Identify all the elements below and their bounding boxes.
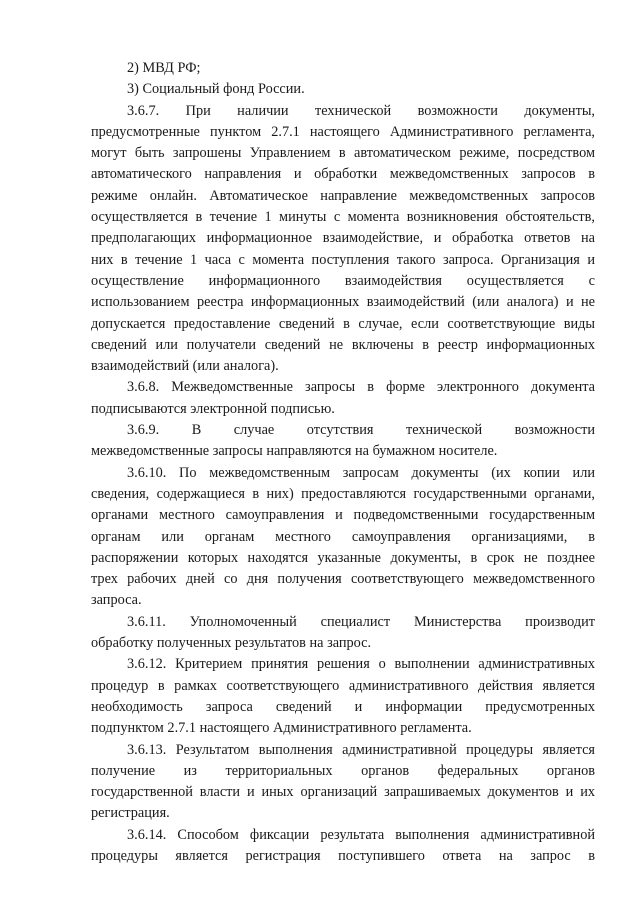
text-line: процедур в рамках соответствующего административного действия является [91,677,595,694]
text-line: 3.6.12. Критерием принятия решения о выполнении административных [127,656,595,673]
text-line: 3.6.10. По межведомственным запросам документы (их копии или [127,464,595,481]
text-line: 3.6.11. Уполномоченный специалист Министерства производит [127,613,595,630]
text-line: 3) Социальный фонд России. [127,81,305,98]
text-line: осуществление информационного взаимодействия осуществляется с [91,272,595,289]
text-line: 3.6.7. При наличии технической возможности документы, [127,102,595,119]
text-line: межведомственные запросы направляются на бумажном носителе. [91,443,498,460]
text-line: государственной власти и иных организаций запрашиваемых документов и их [91,784,595,801]
text-line: получение из территориальных органов федеральных органов [91,762,595,779]
text-line: 2) МВД РФ; [127,60,201,76]
text-line: 3.6.13. Результатом выполнения административной процедуры является [127,741,595,758]
text-line: использованием реестра информационных взаимодействий (или аналога) и не [91,294,595,311]
text-line: взаимодействий (или аналога). [91,358,279,375]
text-line: 3.6.9. В случае отсутствия технической возможности [127,422,595,439]
text-line: 3.6.8. Межведомственные запросы в форме электронного документа [127,379,595,396]
text-line: предполагающих информационное взаимодействие, и обработка ответов на [91,230,595,247]
text-line: органами местного самоуправления и подведомственными государственным [91,507,595,524]
text-line: трех рабочих дней со дня получения соответствующего межведомственного [91,571,595,588]
text-line: процедуры является регистрация поступившего ответа на запрос в [91,847,595,864]
text-line: необходимость запроса сведений и информации предусмотренных [91,698,595,715]
text-line: могут быть запрошены Управлением в автоматическом режиме, посредством [91,145,595,162]
text-line: распоряжении которых находятся указанные документы, в срок не позднее [91,549,595,566]
text-line: допускается предоставление сведений в случае, если соответствующие виды [91,315,595,332]
text-line: регистрация. [91,805,170,822]
text-line: подпунктом 2.7.1 настоящего Административного регламента. [91,720,472,737]
text-line: сведений или получатели сведений не включены в реестр информационных [91,336,595,353]
text-line: органам или органам местного самоуправления организациями, в [91,528,595,545]
text-line: режиме онлайн. Автоматическое направление межведомственных запросов [91,187,595,204]
text-line: осуществляется в течение 1 минуты с момента возникновения обстоятельств, [91,209,595,226]
text-line: них в течение 1 часа с момента поступления такого запроса. Организация и [91,251,595,268]
text-line: предусмотренные пунктом 2.7.1 настоящего Административного регламента, [91,123,595,140]
text-line: обработку полученных результатов на запрос. [91,635,372,652]
text-line: запроса. [91,592,142,609]
document-text [91,58,595,867]
text-line: подписываются электронной подписью. [91,400,335,417]
text-line: сведения, содержащиеся в них) предоставляются государственными органами, [91,485,595,502]
text-line: автоматического направления и обработки межведомственных запросов в [91,166,595,183]
text-line: 3.6.14. Способом фиксации результата выполнения административной [127,826,595,843]
